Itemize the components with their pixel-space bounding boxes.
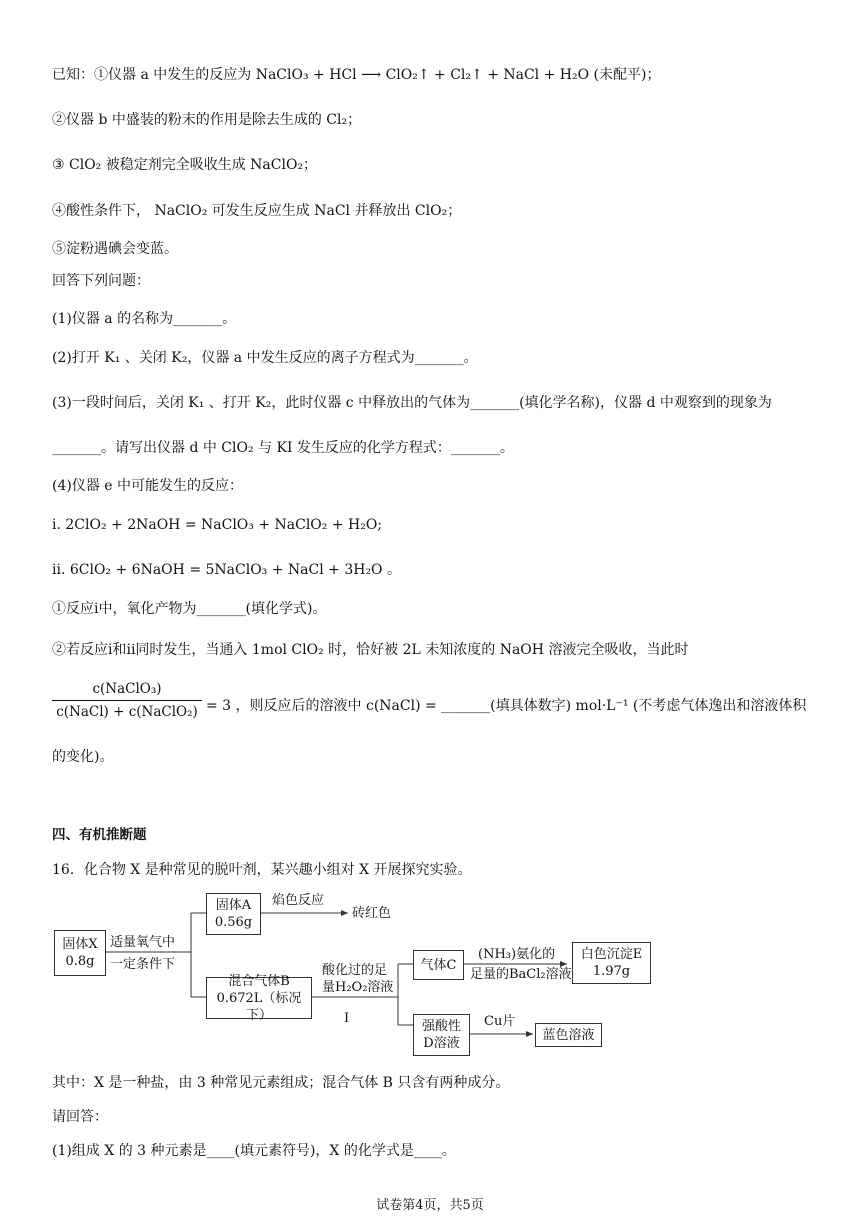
acid-h2o2-label-2: 量H₂O₂溶液 [322, 980, 394, 995]
arrow1-label-bottom: 一定条件下 [110, 957, 176, 972]
solid-a-label: 固体A [215, 898, 252, 913]
question-4b-end: 的变化)。 [52, 749, 114, 765]
arrow1-label-top: 适量氧气中 [110, 935, 176, 950]
known-line-2: ②仪器 b 中盛装的粉末的作用是除去生成的 Cl₂； [52, 112, 362, 128]
fraction-denominator: c(NaCl) + c(NaClO₂) [56, 704, 198, 720]
question-3b: _______。请写出仪器 d 中 ClO₂ 与 KI 发生反应的化学方程式：_______。 [52, 440, 514, 456]
gas-c-label: 气体C [420, 957, 457, 973]
known-line-4: ④酸性条件下， NaClO₂ 可发生反应生成 NaCl 并释放出 ClO₂； [52, 203, 462, 219]
question-3a: (3)一段时间后，关闭 K₁ 、打开 K₂，此时仪器 c 中释放出的气体为_______(填化学名称)，仪器 d 中观察到的现象为 [52, 395, 772, 411]
white-precipitate-e-box [572, 942, 651, 984]
reaction-i: i. 2ClO₂ + 2NaOH = NaClO₃ + NaClO₂ + H₂O; [52, 517, 383, 533]
precipitate-e-label: 白色沉淀E [580, 947, 643, 962]
solution-d-label-1: 强酸性 [421, 1019, 461, 1034]
ammonia-label-1: (NH₃)氨化的 [478, 947, 556, 962]
copper-label: Cu片 [484, 1014, 516, 1029]
blue-solution-label: 蓝色溶液 [542, 1027, 595, 1043]
solution-d-box [413, 1014, 470, 1056]
question-16-1: (1)组成 X 的 3 种元素是____(填元素符号)，X 的化学式是____。 [52, 1143, 456, 1159]
mixed-gas-b-label: 混合气体B [228, 973, 290, 989]
known-line-3: ③ ClO₂ 被稳定剂完全吸收生成 NaClO₂； [52, 157, 318, 173]
answer-intro: 回答下列问题： [52, 273, 150, 289]
step-roman-one: I [344, 1011, 350, 1026]
gas-c-box [413, 950, 464, 980]
question-4b: ②若反应i和ii同时发生，当通入 1mol ClO₂ 时，恰好被 2L 未知浓度的 NaOH 溶液完全吸收，当此时 [52, 642, 689, 658]
solid-x-mass: 0.8g [65, 954, 95, 969]
solid-x-box [54, 930, 106, 976]
known-line-5: ⑤淀粉遇碘会变蓝。 [52, 241, 178, 257]
solid-x-label: 固体X [62, 937, 98, 952]
blue-solution-box [535, 1023, 602, 1047]
reaction-ii: ii. 6ClO₂ + 6NaOH = 5NaClO₃ + NaCl + 3H₂O 。 [52, 562, 401, 578]
question-4: (4)仪器 e 中可能发生的反应： [52, 478, 244, 494]
question-1: (1)仪器 a 的名称为_______。 [52, 311, 237, 327]
please-answer: 请回答： [52, 1109, 108, 1125]
solution-d-label-2: D溶液 [423, 1036, 460, 1051]
precipitate-e-mass: 1.97g [592, 964, 631, 979]
known-line-1: 已知：①仪器 a 中发生的反应为 NaClO₃ + HCl ⟶ ClO₂↑ + Cl₂↑ + NaCl + H₂O (未配平)； [52, 67, 661, 83]
ammonia-label-2: 足量的BaCl₂溶液 [470, 967, 572, 982]
flame-test-label: 焰色反应 [272, 893, 325, 908]
brick-red-result: 砖红色 [352, 906, 392, 921]
question-2: (2)打开 K₁ 、关闭 K₂，仪器 a 中发生反应的离子方程式为_______。 [52, 350, 478, 366]
question-16: 16．化合物 X 是种常见的脱叶剂，某兴趣小组对 X 开展探究实验。 [52, 862, 472, 878]
solid-a-box [206, 893, 261, 935]
mixed-gas-b-volume: 0.672L（标况下） [216, 990, 302, 1023]
question-4b-tail: = 3 ，则反应后的溶液中 c(NaCl) = _______(填具体数字) mol·L⁻¹ (不考虑气体逸出和溶液体积 [206, 698, 807, 714]
solid-a-mass: 0.56g [214, 915, 253, 930]
page-footer: 试卷第4页，共5页 [376, 1198, 484, 1213]
acid-h2o2-label-1: 酸化过的足 [322, 963, 388, 978]
section-heading: 四、有机推断题 [52, 827, 147, 843]
question-4a: ①反应i中，氧化产物为_______(填化学式)。 [52, 601, 327, 617]
mixed-gas-b-box [206, 973, 312, 1023]
fraction-numerator: c(NaClO₃) [92, 681, 162, 697]
x-description: 其中：X 是一种盐，由 3 种常见元素组成；混合气体 B 只含有两种成分。 [52, 1075, 510, 1091]
